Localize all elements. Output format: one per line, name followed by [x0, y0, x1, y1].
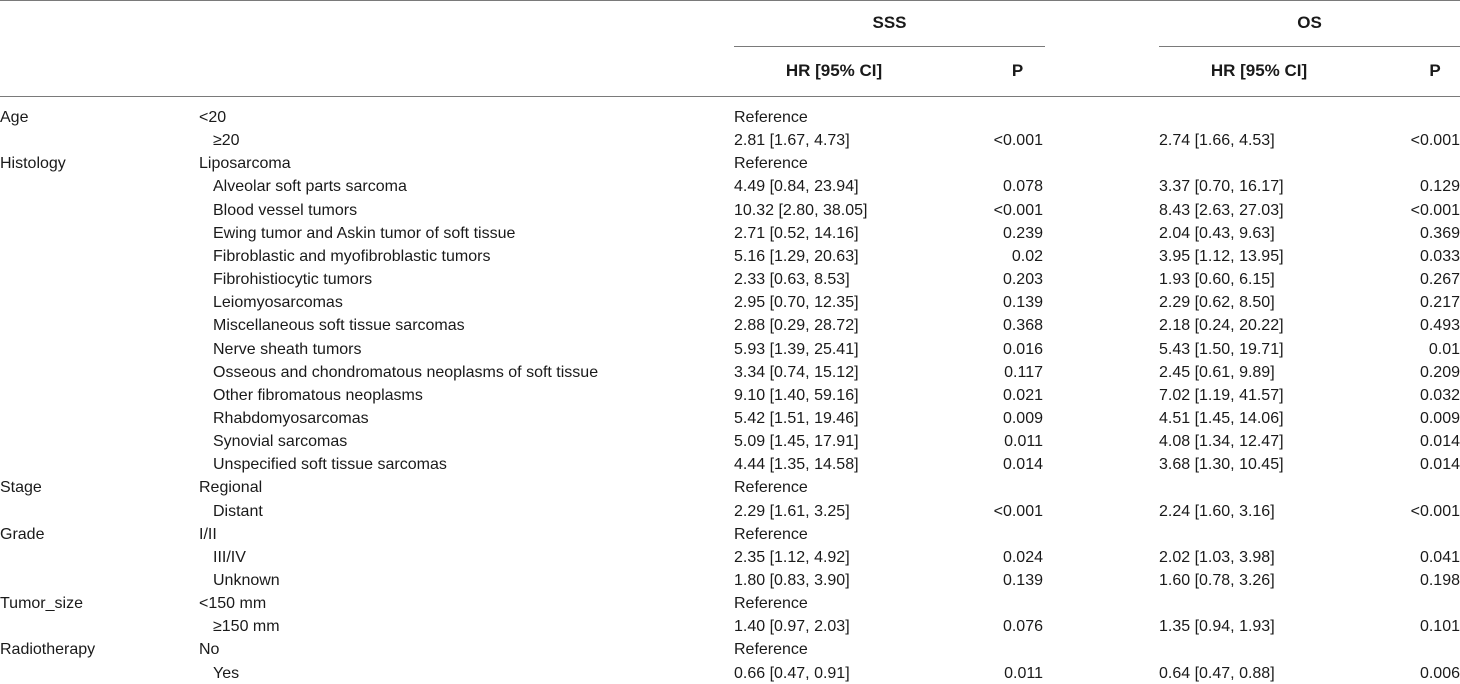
category-cell: Osseous and chondromatous neoplasms of soft tissue	[213, 364, 599, 381]
sss-hr-cell: 2.29 [1.61, 3.25]	[734, 503, 850, 520]
os-hr-cell: 5.43 [1.50, 19.71]	[1159, 341, 1284, 358]
os-hr-cell: 2.74 [1.66, 4.53]	[1159, 132, 1275, 149]
sss-hr-cell: 5.93 [1.39, 25.41]	[734, 341, 859, 358]
os-hr-cell: 1.93 [0.60, 6.15]	[1159, 271, 1275, 288]
header-os-hr: HR [95% CI]	[1210, 61, 1308, 80]
sss-p-cell: <0.001	[993, 132, 1043, 149]
os-hr-cell: 8.43 [2.63, 27.03]	[1159, 202, 1284, 219]
os-hr-cell: 4.51 [1.45, 14.06]	[1159, 410, 1284, 427]
os-hr-cell: 3.68 [1.30, 10.45]	[1159, 456, 1284, 473]
os-p-cell: 0.041	[1419, 549, 1460, 566]
sss-hr-cell: 3.34 [0.74, 15.12]	[734, 364, 859, 381]
sss-hr-cell: 5.09 [1.45, 17.91]	[734, 433, 859, 450]
os-p-cell: <0.001	[1410, 132, 1460, 149]
sss-p-cell: 0.368	[1002, 317, 1043, 334]
os-hr-cell: 0.64 [0.47, 0.88]	[1159, 665, 1275, 682]
header-group-sss: SSS	[872, 13, 907, 32]
sss-group-rule	[734, 46, 1045, 47]
os-p-cell: 0.101	[1419, 618, 1460, 635]
category-cell: Alveolar soft parts sarcoma	[213, 178, 407, 195]
category-cell: Fibroblastic and myofibroblastic tumors	[213, 248, 491, 265]
os-p-cell: 0.014	[1419, 456, 1460, 473]
os-hr-cell: 1.35 [0.94, 1.93]	[1159, 618, 1275, 635]
sss-hr-cell: Reference	[734, 526, 808, 543]
sss-p-cell: 0.009	[1002, 410, 1043, 427]
sss-hr-cell: Reference	[734, 109, 808, 126]
os-p-cell: 0.014	[1419, 433, 1460, 450]
sss-hr-cell: 2.33 [0.63, 8.53]	[734, 271, 850, 288]
sss-p-cell: 0.139	[1002, 572, 1043, 589]
sss-hr-cell: Reference	[734, 595, 808, 612]
sss-p-cell: 0.139	[1002, 294, 1043, 311]
category-cell: Other fibromatous neoplasms	[213, 387, 423, 404]
sss-p-cell: 0.011	[1004, 433, 1043, 450]
sss-hr-cell: 4.44 [1.35, 14.58]	[734, 456, 859, 473]
sss-p-cell: 0.021	[1002, 387, 1043, 404]
header-sss-p: P	[1011, 61, 1024, 80]
header-bottom-rule	[0, 96, 1460, 97]
sss-p-cell: 0.024	[1002, 549, 1043, 566]
variable-cell: Tumor_size	[0, 595, 83, 612]
header-os-p: P	[1429, 61, 1441, 80]
sss-p-cell: 0.02	[1011, 248, 1043, 265]
sss-hr-cell: 10.32 [2.80, 38.05]	[734, 202, 868, 219]
variable-cell: Histology	[0, 155, 66, 172]
header-group-os: OS	[1297, 13, 1322, 32]
category-cell: Synovial sarcomas	[213, 433, 348, 450]
os-p-cell: 0.369	[1419, 225, 1460, 242]
category-cell: Unknown	[213, 572, 280, 589]
top-rule	[0, 0, 1460, 1]
sss-hr-cell: 1.80 [0.83, 3.90]	[734, 572, 850, 589]
sss-hr-cell: Reference	[734, 155, 808, 172]
os-group-rule	[1159, 46, 1460, 47]
os-p-cell: 0.198	[1419, 572, 1460, 589]
sss-p-cell: 0.016	[1002, 341, 1043, 358]
sss-p-cell: 0.078	[1002, 178, 1043, 195]
category-cell: Ewing tumor and Askin tumor of soft tissue	[213, 225, 516, 242]
os-p-cell: 0.006	[1419, 665, 1460, 682]
sss-hr-cell: 5.16 [1.29, 20.63]	[734, 248, 859, 265]
os-hr-cell: 2.24 [1.60, 3.16]	[1159, 503, 1275, 520]
sss-hr-cell: 4.49 [0.84, 23.94]	[734, 178, 859, 195]
sss-hr-cell: 2.81 [1.67, 4.73]	[734, 132, 850, 149]
sss-hr-cell: Reference	[734, 479, 808, 496]
sss-p-cell: 0.239	[1002, 225, 1043, 242]
os-p-cell: 0.01	[1428, 341, 1460, 358]
category-cell: Nerve sheath tumors	[213, 341, 362, 358]
os-hr-cell: 7.02 [1.19, 41.57]	[1159, 387, 1284, 404]
sss-p-cell: 0.203	[1002, 271, 1043, 288]
category-cell: I/II	[199, 526, 217, 543]
os-hr-cell: 4.08 [1.34, 12.47]	[1159, 433, 1284, 450]
variable-cell: Stage	[0, 479, 42, 496]
variable-cell: Radiotherapy	[0, 641, 96, 658]
sss-hr-cell: 0.66 [0.47, 0.91]	[734, 665, 850, 682]
sss-hr-cell: 2.71 [0.52, 14.16]	[734, 225, 859, 242]
sss-hr-cell: 2.88 [0.29, 28.72]	[734, 317, 859, 334]
category-cell: ≥20	[213, 132, 240, 149]
sss-p-cell: <0.001	[993, 503, 1043, 520]
sss-hr-cell: 1.40 [0.97, 2.03]	[734, 618, 850, 635]
sss-hr-cell: 2.35 [1.12, 4.92]	[734, 549, 850, 566]
os-hr-cell: 2.02 [1.03, 3.98]	[1159, 549, 1275, 566]
os-p-cell: 0.217	[1419, 294, 1460, 311]
sss-hr-cell: Reference	[734, 641, 808, 658]
sss-p-cell: 0.011	[1004, 665, 1043, 682]
sss-hr-cell: 2.95 [0.70, 12.35]	[734, 294, 859, 311]
header-sss-hr: HR [95% CI]	[785, 61, 883, 80]
sss-p-cell: 0.014	[1002, 456, 1043, 473]
os-hr-cell: 2.18 [0.24, 20.22]	[1159, 317, 1284, 334]
sss-hr-cell: 5.42 [1.51, 19.46]	[734, 410, 859, 427]
category-cell: Distant	[213, 503, 263, 520]
os-p-cell: 0.009	[1419, 410, 1460, 427]
category-cell: Fibrohistiocytic tumors	[213, 271, 373, 288]
category-cell: ≥150 mm	[213, 618, 280, 635]
os-p-cell: 0.032	[1419, 387, 1460, 404]
os-hr-cell: 3.95 [1.12, 13.95]	[1159, 248, 1284, 265]
category-cell: Rhabdomyosarcomas	[213, 410, 369, 427]
os-p-cell: 0.267	[1419, 271, 1460, 288]
category-cell: Yes	[213, 665, 240, 682]
category-cell: No	[199, 641, 220, 658]
category-cell: <150 mm	[199, 595, 267, 612]
sss-hr-cell: 9.10 [1.40, 59.16]	[734, 387, 859, 404]
category-cell: <20	[199, 109, 227, 126]
os-p-cell: 0.129	[1419, 178, 1460, 195]
category-cell: III/IV	[213, 549, 246, 566]
os-p-cell: 0.033	[1419, 248, 1460, 265]
category-cell: Miscellaneous soft tissue sarcomas	[213, 317, 465, 334]
os-p-cell: <0.001	[1410, 503, 1460, 520]
variable-cell: Age	[0, 109, 29, 126]
category-cell: Regional	[199, 479, 263, 496]
os-hr-cell: 2.04 [0.43, 9.63]	[1159, 225, 1275, 242]
category-cell: Leiomyosarcomas	[213, 294, 343, 311]
sss-p-cell: <0.001	[993, 202, 1043, 219]
os-hr-cell: 1.60 [0.78, 3.26]	[1159, 572, 1275, 589]
sss-p-cell: 0.117	[1004, 364, 1043, 381]
os-p-cell: <0.001	[1410, 202, 1460, 219]
category-cell: Blood vessel tumors	[213, 202, 358, 219]
os-hr-cell: 2.45 [0.61, 9.89]	[1159, 364, 1275, 381]
sss-p-cell: 0.076	[1002, 618, 1043, 635]
os-p-cell: 0.493	[1419, 317, 1460, 334]
category-cell: Liposarcoma	[199, 155, 291, 172]
category-cell: Unspecified soft tissue sarcomas	[213, 456, 447, 473]
variable-cell: Grade	[0, 526, 45, 543]
os-hr-cell: 3.37 [0.70, 16.17]	[1159, 178, 1284, 195]
os-p-cell: 0.209	[1419, 364, 1460, 381]
os-hr-cell: 2.29 [0.62, 8.50]	[1159, 294, 1275, 311]
